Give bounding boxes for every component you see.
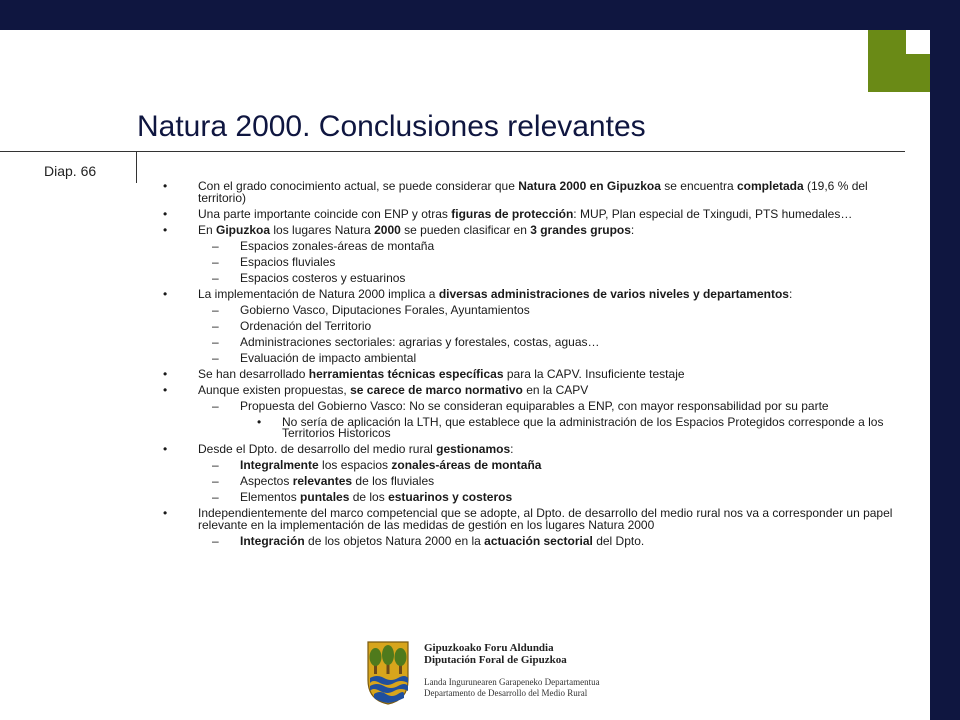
bullet-marker: – bbox=[212, 334, 219, 349]
bullet-text-bold: Integración bbox=[240, 533, 305, 548]
bullet-text: Independientemente del marco competencial que se adopte, al Dpto. de desarrollo del medio rural nos va a corresponder un papel relevante en la implementación de las medidas de gestión en los lugares Natura 2000 bbox=[198, 506, 893, 532]
bullet-text-bold: se carece de marco normativo bbox=[350, 382, 523, 397]
bullet-text: : bbox=[630, 222, 635, 237]
bullet-text-bold: herramientas técnicas específicas bbox=[308, 366, 504, 381]
bullet-text: Ordenación del Territorio bbox=[240, 318, 372, 333]
bullet-marker: • bbox=[163, 286, 168, 301]
bullet-list bbox=[160, 181, 900, 552]
bullet-text: en la CAPV bbox=[522, 382, 589, 397]
department-name-basque: Landa Ingurunearen Garapeneko Departamentua bbox=[424, 677, 600, 687]
bullet-text: Propuesta del Gobierno Vasco: No se consideran equiparables a ENP, con mayor responsabilidad por su parte bbox=[240, 398, 829, 413]
slide-number: Diap. 66 bbox=[44, 163, 97, 179]
bullet-text: : MUP, Plan especial de Txingudi, PTS humedales… bbox=[573, 206, 853, 221]
bullet-text: Una parte importante coincide con ENP y otras bbox=[198, 206, 452, 221]
bullet-item-level-1 bbox=[160, 382, 900, 397]
bullet-text: No sería de aplicación la LTH, que establece que la administración de los Espacios Protegidos corresponde a los Territorios Historicos bbox=[282, 414, 884, 440]
bullet-text: se pueden clasificar en bbox=[400, 222, 531, 237]
bullet-text: Aunque existen propuestas, bbox=[198, 382, 351, 397]
bullet-text: para la CAPV. Insuficiente testaje bbox=[503, 366, 685, 381]
bullet-item-level-2 bbox=[160, 238, 900, 253]
bullet-marker: • bbox=[163, 506, 168, 520]
bullet-marker: – bbox=[212, 238, 219, 253]
bullet-text: Espacios zonales-áreas de montaña bbox=[240, 238, 435, 253]
bullet-text-bold: diversas administraciones de varios niveles y departamentos bbox=[438, 286, 789, 301]
bullet-text: del Dpto. bbox=[592, 533, 645, 548]
bullet-text-bold: completada bbox=[736, 179, 804, 193]
bullet-text: de los fluviales bbox=[352, 474, 435, 488]
bullet-text: (19,6 % del territorio) bbox=[198, 179, 868, 205]
bullet-item-level-1 bbox=[160, 444, 900, 456]
right-navy-bar bbox=[930, 0, 960, 720]
bullet-text: Aspectos bbox=[240, 474, 293, 488]
bullet-item-level-2 bbox=[160, 533, 900, 548]
footer-org-text bbox=[424, 642, 624, 699]
bullet-marker: • bbox=[163, 442, 168, 456]
bullet-item-level-1 bbox=[160, 366, 900, 381]
bullet-marker: – bbox=[212, 350, 219, 365]
bullet-item-level-1 bbox=[160, 181, 900, 204]
bullet-marker: • bbox=[163, 222, 168, 237]
bullet-text-bold: relevantes bbox=[292, 474, 353, 488]
accent-white-notch bbox=[906, 30, 930, 54]
department-name-spanish: Departamento de Desarrollo del Medio Rural bbox=[424, 688, 588, 698]
bullet-marker: – bbox=[212, 474, 219, 488]
bullet-text: Espacios fluviales bbox=[240, 254, 336, 269]
bullet-item-level-2 bbox=[160, 270, 900, 285]
bullet-item-level-2 bbox=[160, 350, 900, 365]
bullet-marker: – bbox=[212, 318, 219, 333]
bullet-item-level-3 bbox=[160, 414, 900, 440]
bullet-marker: • bbox=[163, 382, 168, 397]
bullet-text: La implementación de Natura 2000 implica a bbox=[198, 286, 439, 301]
bullet-text-bold: actuación sectorial bbox=[484, 533, 593, 548]
bullet-text: Gobierno Vasco, Diputaciones Forales, Ayuntamientos bbox=[240, 302, 530, 317]
bullet-text: Desde el Dpto. de desarrollo del medio rural bbox=[198, 442, 437, 456]
bullet-item-level-1 bbox=[160, 508, 900, 531]
bullet-marker: – bbox=[212, 398, 219, 413]
bullet-text: de los objetos Natura 2000 en la bbox=[304, 533, 485, 548]
bullet-marker: – bbox=[212, 270, 219, 285]
bullet-text-bold: Gipuzkoa bbox=[216, 222, 271, 237]
bullet-marker: • bbox=[257, 414, 262, 429]
bullet-item-level-1 bbox=[160, 222, 900, 237]
bullet-text: : bbox=[788, 286, 793, 301]
bullet-marker: – bbox=[212, 254, 219, 269]
bullet-item-level-2 bbox=[160, 492, 900, 504]
bullet-item-level-2 bbox=[160, 318, 900, 333]
bullet-marker: • bbox=[163, 206, 168, 221]
bullet-item-level-2 bbox=[160, 460, 900, 472]
bullet-text: se encuentra bbox=[660, 179, 737, 193]
bullet-text: Evaluación de impacto ambiental bbox=[240, 350, 417, 365]
bullet-text-bold: figuras de protección bbox=[451, 206, 574, 221]
org-name-basque: Gipuzkoako Foru Aldundia bbox=[424, 642, 554, 654]
org-name-spanish: Diputación Foral de Gipuzkoa bbox=[424, 654, 567, 666]
bullet-marker: • bbox=[163, 179, 168, 193]
bullet-text: los espacios bbox=[318, 458, 392, 472]
bullet-item-level-2 bbox=[160, 302, 900, 317]
bullet-marker: – bbox=[212, 458, 219, 472]
bullet-text: : bbox=[510, 442, 514, 456]
bullet-item-level-2 bbox=[160, 334, 900, 349]
gipuzkoa-coat-of-arms-icon bbox=[366, 640, 410, 706]
bullet-text-bold: 2000 bbox=[374, 222, 401, 237]
bullet-item-level-2 bbox=[160, 254, 900, 269]
bullet-item-level-1 bbox=[160, 206, 900, 221]
bullet-text-bold: zonales-áreas de montaña bbox=[391, 458, 542, 472]
bullet-item-level-1 bbox=[160, 286, 900, 301]
bullet-text-bold: gestionamos bbox=[436, 442, 511, 456]
bullet-text: de los bbox=[349, 490, 389, 504]
bullet-marker: • bbox=[163, 366, 168, 381]
bullet-text: Administraciones sectoriales: agrarias y forestales, costas, aguas… bbox=[240, 334, 600, 349]
bullet-text-bold: puntales bbox=[300, 490, 350, 504]
bullet-text: Con el grado conocimiento actual, se puede considerar que bbox=[198, 179, 519, 193]
bullet-text: Se han desarrollado bbox=[198, 366, 309, 381]
bullet-marker: – bbox=[212, 533, 219, 548]
bullet-item-level-2 bbox=[160, 476, 900, 488]
bullet-item-level-2 bbox=[160, 398, 900, 413]
bullet-text: Elementos bbox=[240, 490, 301, 504]
slide-number-divider bbox=[136, 152, 137, 183]
bullet-text-bold: Integralmente bbox=[240, 458, 319, 472]
bullet-text: los lugares Natura bbox=[270, 222, 375, 237]
slide-title: Natura 2000. Conclusiones relevantes bbox=[137, 110, 646, 143]
bullet-text-bold: 3 grandes grupos bbox=[530, 222, 631, 237]
bullet-marker: – bbox=[212, 490, 219, 504]
bullet-text-bold: estuarinos y costeros bbox=[388, 490, 513, 504]
bullet-marker: – bbox=[212, 302, 219, 317]
top-navy-bar bbox=[0, 0, 960, 30]
bullet-text: Espacios costeros y estuarinos bbox=[240, 270, 406, 285]
bullet-text-bold: Natura 2000 en Gipuzkoa bbox=[518, 179, 661, 193]
bullet-text: En bbox=[198, 222, 217, 237]
